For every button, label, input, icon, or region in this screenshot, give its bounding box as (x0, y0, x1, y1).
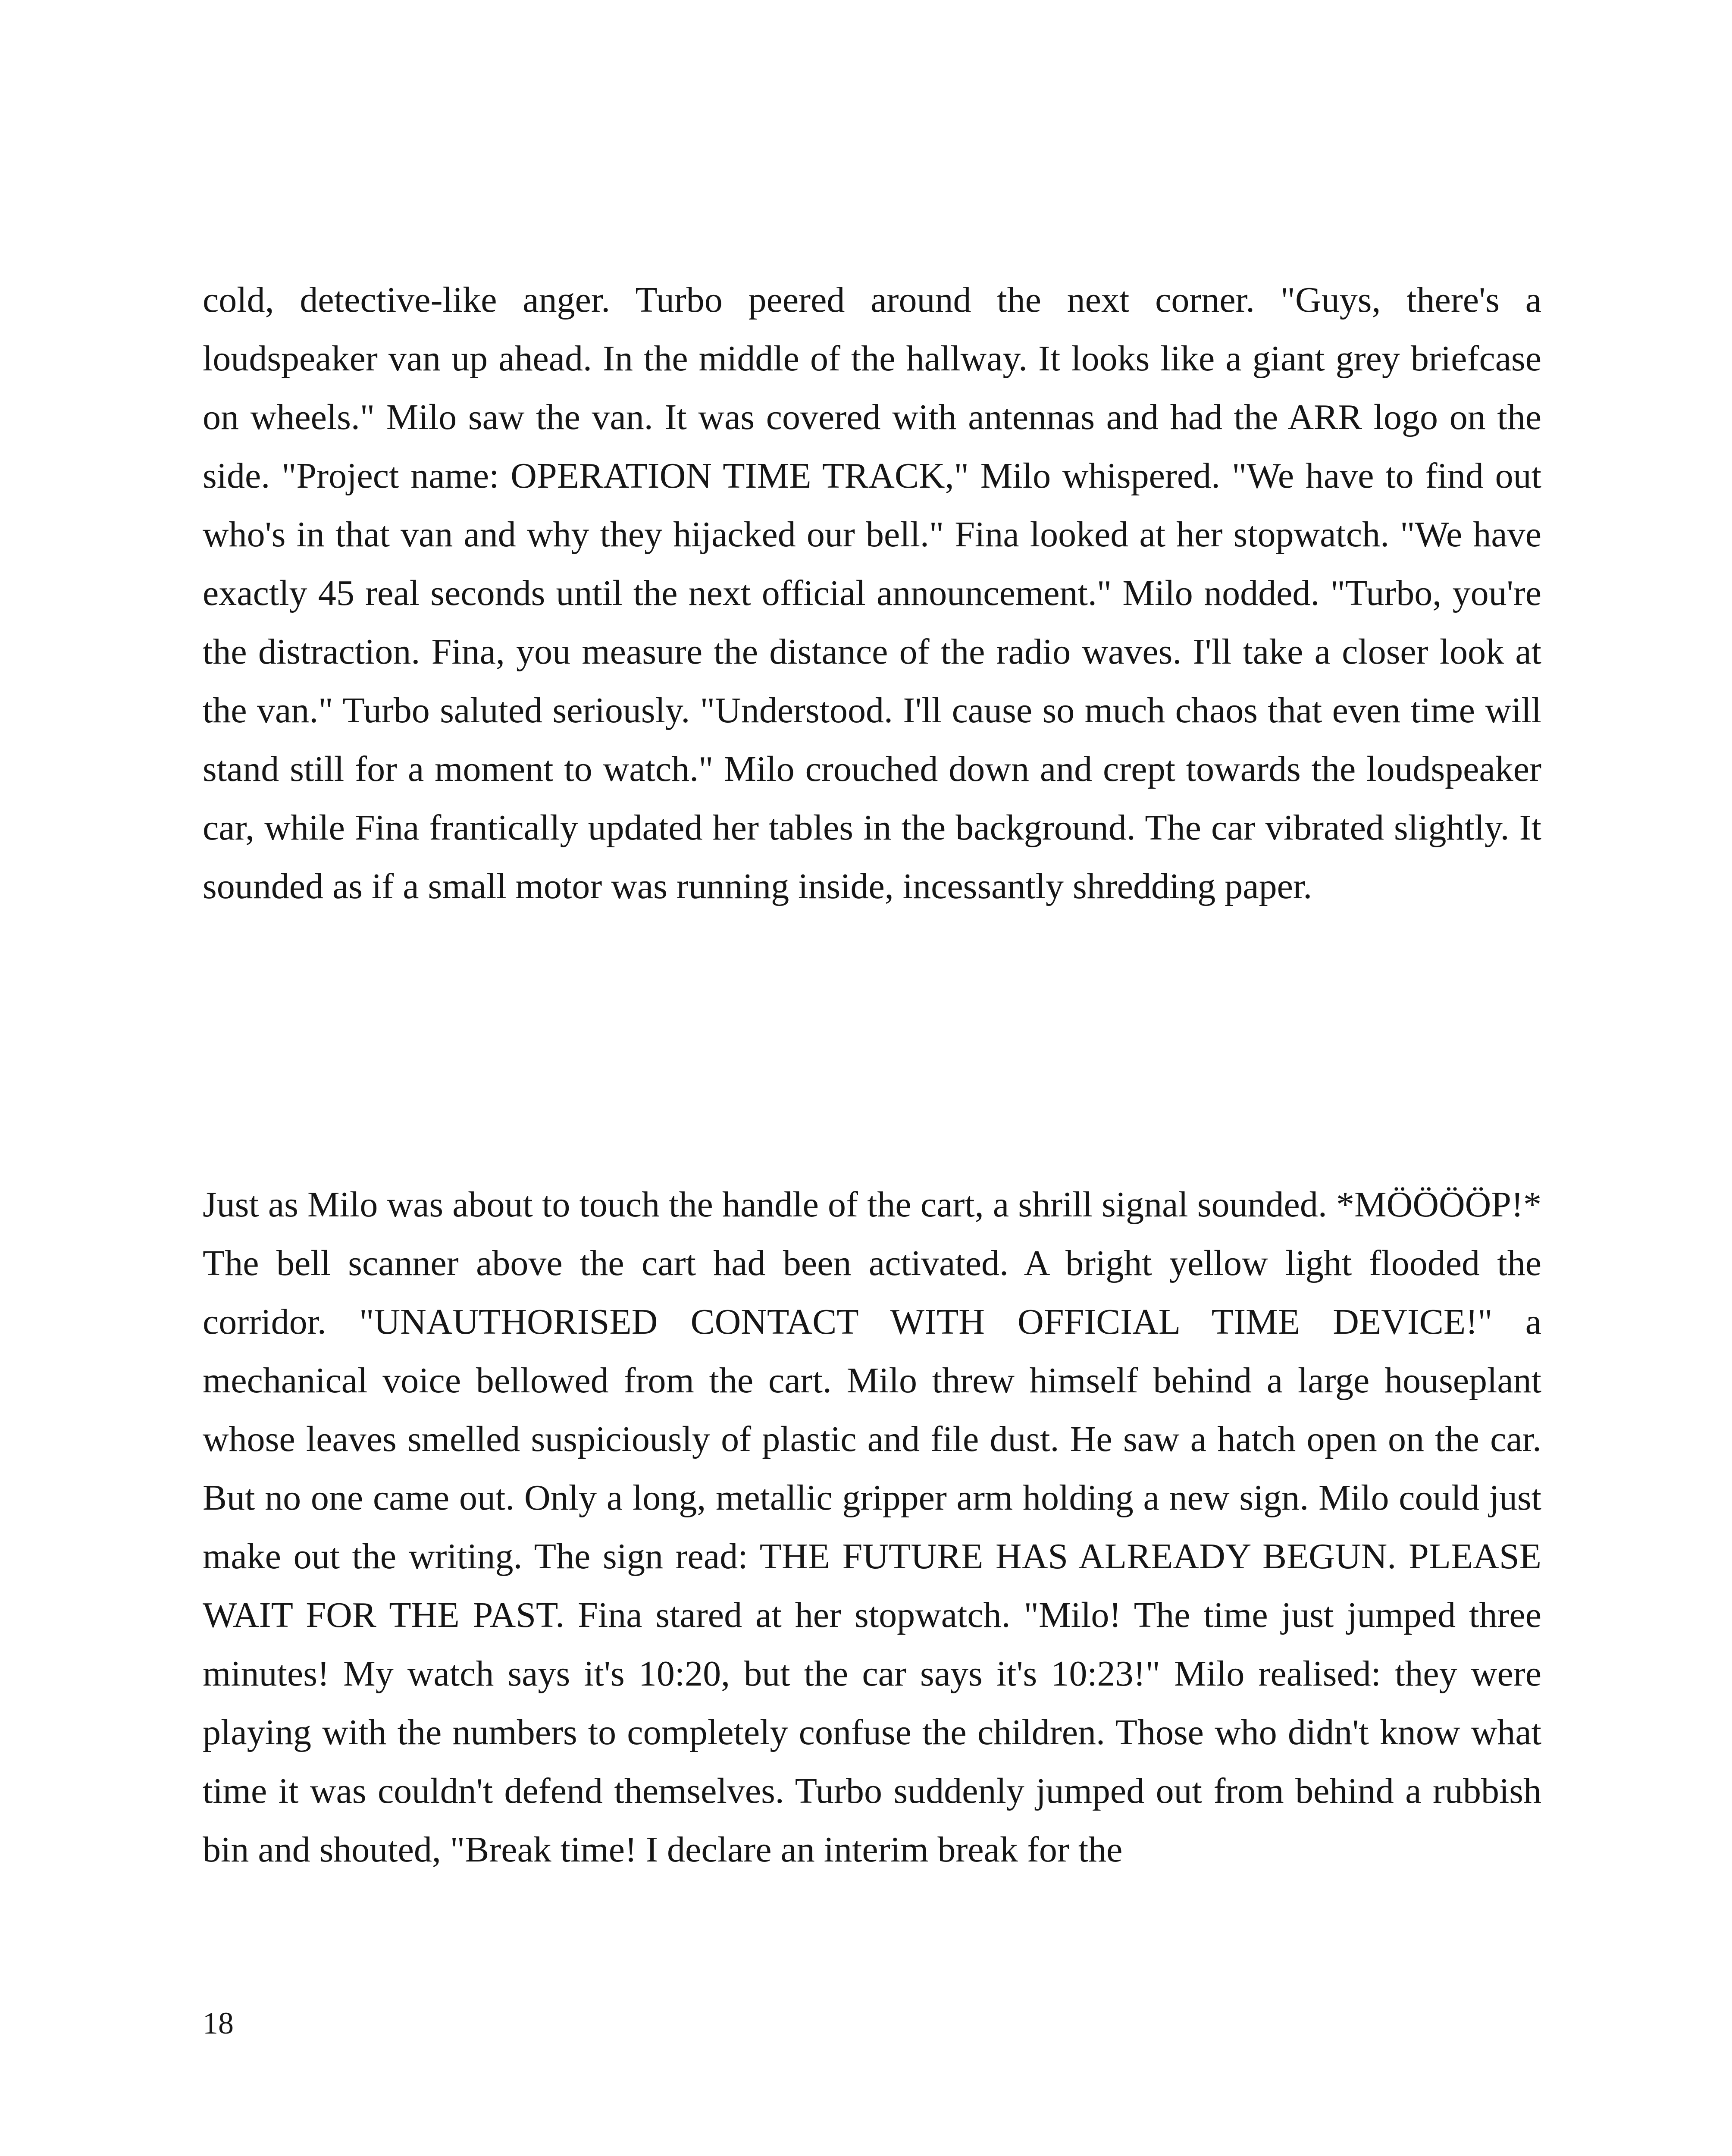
page-number: 18 (203, 2006, 234, 2040)
body-paragraph: cold, detective-like anger. Turbo peered around the next corner. "Guys, there's a loudspeaker van up ahead. In the middle of the hallway. It looks like a giant grey briefcase on wheels." Milo saw the van. It was covered with antennas and had the ARR logo on the side. "Project name: OPERATION TIME TRACK," Milo whispered. "We have to find out who's in that van and why they hijacked our bell." Fina looked at her stopwatch. "We have exactly 45 real seconds until the next official announcement." Milo nodded. "Turbo, you're the distraction. Fina, you measure the distance of the radio waves. I'll take a closer look at the van." Turbo saluted seriously. "Understood. I'll cause so much chaos that even time will stand still for a moment to watch." Milo crouched down and crept towards the loudspeaker car, while Fina frantically updated her tables in the background. The car vibrated slightly. It sounded as if a small motor was running inside, incessantly shredding paper. (203, 280, 1541, 906)
body-paragraph: Just as Milo was about to touch the handle of the cart, a shrill signal sounded. *MÖÖÖÖP!* The bell scanner above the cart had been activated. A bright yellow light flooded the corridor. "UNAUTHORISED CONTACT WITH OFFICIAL TIME DEVICE!" a mechanical voice bellowed from the cart. Milo threw himself behind a large houseplant whose leaves smelled suspiciously of plastic and file dust. He saw a hatch open on the car. But no one came out. Only a long, metallic gripper arm holding a new sign. Milo could just make out the writing. The sign read: THE FUTURE HAS ALREADY BEGUN. PLEASE WAIT FOR THE PAST. Fina stared at her stopwatch. "Milo! The time just jumped three minutes! My watch says it's 10:20, but the car says it's 10:23!" Milo realised: they were playing with the numbers to completely confuse the children. Those who didn't know what time it was couldn't defend themselves. Turbo suddenly jumped out from behind a rubbish bin and shouted, "Break time! I declare an interim break for the (203, 1185, 1541, 1870)
